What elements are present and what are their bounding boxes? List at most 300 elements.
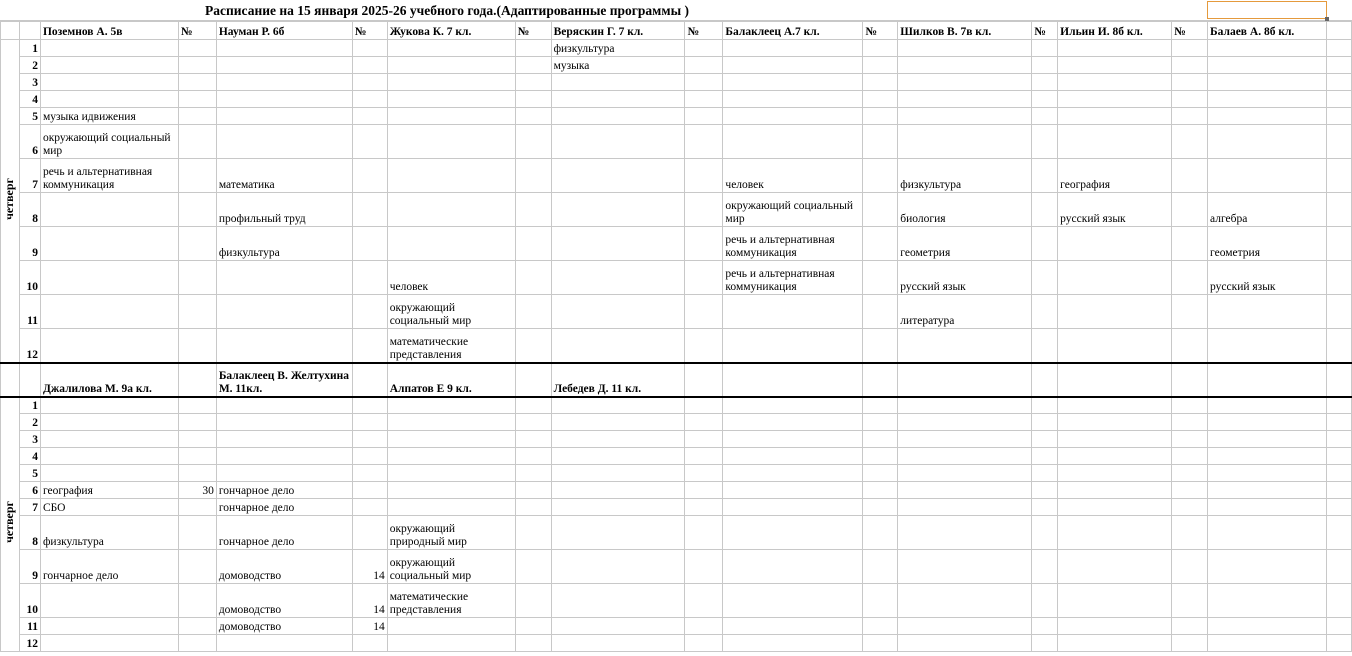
subject-cell[interactable] — [551, 108, 685, 125]
subject-cell[interactable] — [387, 465, 515, 482]
room-cell[interactable] — [515, 618, 551, 635]
room-cell[interactable] — [863, 516, 898, 550]
subject-cell[interactable] — [1058, 397, 1172, 414]
subject-cell[interactable] — [387, 74, 515, 91]
subject-cell[interactable] — [723, 516, 863, 550]
subject-cell[interactable] — [1208, 414, 1327, 431]
subject-cell[interactable] — [1058, 227, 1172, 261]
room-cell[interactable] — [178, 227, 216, 261]
room-cell[interactable] — [1032, 635, 1058, 652]
subject-cell[interactable] — [1058, 40, 1172, 57]
subject-cell[interactable] — [551, 635, 685, 652]
subject-cell[interactable] — [723, 108, 863, 125]
subject-cell[interactable] — [898, 40, 1032, 57]
subject-cell[interactable] — [1058, 295, 1172, 329]
room-cell[interactable] — [1032, 57, 1058, 74]
room-cell[interactable] — [863, 125, 898, 159]
subject-cell[interactable] — [723, 499, 863, 516]
subject-cell[interactable]: математические представления — [387, 584, 515, 618]
room-cell[interactable] — [352, 499, 387, 516]
room-cell[interactable] — [515, 550, 551, 584]
room-cell[interactable] — [863, 584, 898, 618]
room-cell[interactable] — [685, 57, 723, 74]
room-cell[interactable] — [863, 74, 898, 91]
subject-cell[interactable] — [40, 431, 178, 448]
subject-cell[interactable] — [1058, 499, 1172, 516]
subject-cell[interactable]: русский язык — [898, 261, 1032, 295]
room-cell[interactable] — [1172, 482, 1208, 499]
subject-cell[interactable] — [551, 261, 685, 295]
room-cell[interactable] — [685, 499, 723, 516]
room-cell[interactable] — [178, 57, 216, 74]
room-cell[interactable] — [352, 108, 387, 125]
empty-cell[interactable] — [1326, 635, 1351, 652]
empty-cell[interactable] — [1326, 227, 1351, 261]
subject-cell[interactable] — [1208, 499, 1327, 516]
subject-cell[interactable] — [551, 618, 685, 635]
subject-cell[interactable] — [898, 125, 1032, 159]
subject-cell[interactable] — [216, 108, 352, 125]
subject-cell[interactable] — [723, 74, 863, 91]
subject-cell[interactable] — [40, 261, 178, 295]
room-cell[interactable] — [515, 227, 551, 261]
subject-cell[interactable] — [216, 329, 352, 363]
subject-cell[interactable] — [1058, 125, 1172, 159]
empty-cell[interactable] — [1326, 74, 1351, 91]
subject-cell[interactable] — [551, 499, 685, 516]
room-cell[interactable] — [685, 397, 723, 414]
subject-cell[interactable] — [216, 414, 352, 431]
room-cell[interactable] — [685, 108, 723, 125]
subject-cell[interactable] — [387, 482, 515, 499]
room-cell[interactable] — [863, 159, 898, 193]
subject-cell[interactable] — [40, 91, 178, 108]
subject-cell[interactable] — [387, 414, 515, 431]
room-cell[interactable]: 14 — [352, 550, 387, 584]
room-cell[interactable] — [1032, 431, 1058, 448]
subject-cell[interactable] — [40, 635, 178, 652]
empty-cell[interactable] — [1326, 57, 1351, 74]
room-cell[interactable] — [515, 108, 551, 125]
room-cell[interactable] — [1172, 125, 1208, 159]
room-cell[interactable] — [352, 159, 387, 193]
subject-cell[interactable] — [1208, 397, 1327, 414]
subject-cell[interactable] — [551, 482, 685, 499]
empty-cell[interactable] — [1326, 91, 1351, 108]
subject-cell[interactable] — [40, 397, 178, 414]
subject-cell[interactable] — [387, 159, 515, 193]
room-cell[interactable] — [685, 482, 723, 499]
subject-cell[interactable] — [216, 635, 352, 652]
subject-cell[interactable] — [723, 482, 863, 499]
subject-cell[interactable] — [1058, 516, 1172, 550]
subject-cell[interactable] — [551, 329, 685, 363]
room-cell[interactable] — [685, 516, 723, 550]
room-cell[interactable] — [685, 550, 723, 584]
room-cell[interactable] — [352, 482, 387, 499]
subject-cell[interactable] — [1208, 465, 1327, 482]
room-cell[interactable] — [1172, 108, 1208, 125]
room-cell[interactable] — [352, 125, 387, 159]
subject-cell[interactable] — [1058, 329, 1172, 363]
room-cell[interactable] — [1032, 397, 1058, 414]
room-cell[interactable] — [685, 193, 723, 227]
room-cell[interactable] — [178, 448, 216, 465]
room-cell[interactable] — [863, 414, 898, 431]
room-cell[interactable] — [863, 57, 898, 74]
subject-cell[interactable] — [216, 448, 352, 465]
room-cell[interactable] — [178, 635, 216, 652]
room-cell[interactable] — [685, 40, 723, 57]
room-cell[interactable] — [178, 618, 216, 635]
room-cell[interactable] — [1032, 227, 1058, 261]
subject-cell[interactable] — [898, 91, 1032, 108]
subject-cell[interactable] — [216, 431, 352, 448]
room-cell[interactable] — [685, 295, 723, 329]
room-cell[interactable] — [178, 159, 216, 193]
room-cell[interactable] — [352, 40, 387, 57]
subject-cell[interactable] — [551, 550, 685, 584]
room-cell[interactable] — [1032, 482, 1058, 499]
subject-cell[interactable] — [387, 618, 515, 635]
subject-cell[interactable] — [1208, 74, 1327, 91]
number-column-header[interactable] — [863, 363, 898, 397]
student-header[interactable] — [898, 363, 1032, 397]
subject-cell[interactable] — [40, 465, 178, 482]
empty-cell[interactable] — [1326, 465, 1351, 482]
number-column-header[interactable] — [1172, 363, 1208, 397]
subject-cell[interactable] — [723, 91, 863, 108]
empty-cell[interactable] — [1326, 414, 1351, 431]
room-cell[interactable] — [1032, 108, 1058, 125]
subject-cell[interactable] — [1058, 482, 1172, 499]
room-cell[interactable] — [178, 193, 216, 227]
room-cell[interactable] — [352, 431, 387, 448]
empty-cell[interactable] — [1326, 448, 1351, 465]
room-cell[interactable] — [863, 618, 898, 635]
room-cell[interactable] — [1172, 584, 1208, 618]
subject-cell[interactable] — [898, 57, 1032, 74]
number-column-header[interactable] — [1032, 363, 1058, 397]
student-header[interactable]: Джалилова М. 9а кл. — [40, 363, 178, 397]
room-cell[interactable] — [863, 482, 898, 499]
subject-cell[interactable] — [1058, 635, 1172, 652]
subject-cell[interactable] — [723, 431, 863, 448]
room-cell[interactable] — [1172, 329, 1208, 363]
subject-cell[interactable] — [387, 91, 515, 108]
room-cell[interactable] — [1032, 516, 1058, 550]
subject-cell[interactable] — [40, 40, 178, 57]
room-cell[interactable] — [863, 108, 898, 125]
subject-cell[interactable] — [1058, 91, 1172, 108]
student-header[interactable]: Шилков В. 7в кл. — [898, 22, 1032, 40]
subject-cell[interactable] — [551, 91, 685, 108]
room-cell[interactable] — [1032, 193, 1058, 227]
number-column-header[interactable]: № — [863, 22, 898, 40]
room-cell[interactable] — [352, 57, 387, 74]
room-cell[interactable] — [515, 465, 551, 482]
subject-cell[interactable] — [1058, 74, 1172, 91]
subject-cell[interactable]: физкультура — [40, 516, 178, 550]
room-cell[interactable] — [1032, 414, 1058, 431]
subject-cell[interactable] — [1058, 465, 1172, 482]
subject-cell[interactable] — [723, 414, 863, 431]
subject-cell[interactable]: домоводство — [216, 618, 352, 635]
subject-cell[interactable] — [216, 397, 352, 414]
room-cell[interactable] — [515, 91, 551, 108]
student-header[interactable]: Жукова К. 7 кл. — [387, 22, 515, 40]
room-cell[interactable] — [685, 227, 723, 261]
subject-cell[interactable] — [1208, 159, 1327, 193]
room-cell[interactable] — [685, 414, 723, 431]
room-cell[interactable] — [1172, 57, 1208, 74]
subject-cell[interactable]: окружающий социальный мир — [723, 193, 863, 227]
subject-cell[interactable] — [387, 108, 515, 125]
room-cell[interactable] — [1172, 414, 1208, 431]
room-cell[interactable] — [178, 431, 216, 448]
subject-cell[interactable] — [40, 227, 178, 261]
room-cell[interactable] — [1032, 329, 1058, 363]
room-cell[interactable] — [1032, 74, 1058, 91]
room-cell[interactable] — [515, 448, 551, 465]
subject-cell[interactable] — [216, 261, 352, 295]
subject-cell[interactable]: география — [40, 482, 178, 499]
subject-cell[interactable]: окружающий социальный мир — [40, 125, 178, 159]
subject-cell[interactable] — [551, 584, 685, 618]
subject-cell[interactable] — [898, 448, 1032, 465]
number-column-header[interactable] — [685, 363, 723, 397]
subject-cell[interactable]: музыка — [551, 57, 685, 74]
subject-cell[interactable] — [723, 329, 863, 363]
number-column-header[interactable] — [515, 363, 551, 397]
number-column-header[interactable]: № — [685, 22, 723, 40]
subject-cell[interactable]: биология — [898, 193, 1032, 227]
room-cell[interactable] — [515, 397, 551, 414]
empty-cell[interactable] — [1326, 125, 1351, 159]
room-cell[interactable] — [515, 57, 551, 74]
subject-cell[interactable] — [1058, 57, 1172, 74]
room-cell[interactable] — [685, 431, 723, 448]
room-cell[interactable] — [178, 499, 216, 516]
room-cell[interactable] — [685, 448, 723, 465]
room-cell[interactable]: 14 — [352, 584, 387, 618]
subject-cell[interactable]: музыка идвижения — [40, 108, 178, 125]
room-cell[interactable] — [1172, 159, 1208, 193]
subject-cell[interactable] — [551, 397, 685, 414]
room-cell[interactable] — [1032, 618, 1058, 635]
room-cell[interactable] — [863, 448, 898, 465]
room-cell[interactable] — [685, 261, 723, 295]
subject-cell[interactable] — [898, 499, 1032, 516]
subject-cell[interactable] — [387, 40, 515, 57]
room-cell[interactable] — [178, 261, 216, 295]
subject-cell[interactable] — [387, 227, 515, 261]
subject-cell[interactable] — [551, 159, 685, 193]
subject-cell[interactable] — [387, 125, 515, 159]
room-cell[interactable] — [1032, 40, 1058, 57]
subject-cell[interactable]: литература — [898, 295, 1032, 329]
room-cell[interactable] — [352, 227, 387, 261]
room-cell[interactable] — [352, 414, 387, 431]
student-header[interactable]: Ильин И. 8б кл. — [1058, 22, 1172, 40]
empty-cell[interactable] — [1326, 40, 1351, 57]
room-cell[interactable] — [863, 40, 898, 57]
subject-cell[interactable]: география — [1058, 159, 1172, 193]
subject-cell[interactable] — [387, 193, 515, 227]
subject-cell[interactable] — [40, 74, 178, 91]
student-header[interactable] — [1058, 363, 1172, 397]
subject-cell[interactable] — [723, 125, 863, 159]
room-cell[interactable] — [685, 618, 723, 635]
subject-cell[interactable] — [1208, 431, 1327, 448]
empty-cell[interactable] — [1326, 618, 1351, 635]
student-header[interactable]: Поземнов А. 5в — [40, 22, 178, 40]
subject-cell[interactable] — [216, 125, 352, 159]
subject-cell[interactable] — [1208, 57, 1327, 74]
subject-cell[interactable] — [898, 635, 1032, 652]
room-cell[interactable] — [352, 516, 387, 550]
room-cell[interactable] — [685, 635, 723, 652]
room-cell[interactable] — [352, 295, 387, 329]
subject-cell[interactable]: математические представления — [387, 329, 515, 363]
room-cell[interactable] — [515, 329, 551, 363]
subject-cell[interactable]: физкультура — [551, 40, 685, 57]
subject-cell[interactable] — [1208, 516, 1327, 550]
subject-cell[interactable]: русский язык — [1208, 261, 1327, 295]
subject-cell[interactable] — [1208, 329, 1327, 363]
subject-cell[interactable]: человек — [387, 261, 515, 295]
room-cell[interactable] — [178, 329, 216, 363]
subject-cell[interactable] — [216, 74, 352, 91]
room-cell[interactable] — [515, 516, 551, 550]
room-cell[interactable] — [515, 40, 551, 57]
room-cell[interactable] — [1172, 618, 1208, 635]
subject-cell[interactable] — [40, 329, 178, 363]
empty-cell[interactable] — [1326, 159, 1351, 193]
room-cell[interactable] — [352, 329, 387, 363]
subject-cell[interactable] — [1208, 91, 1327, 108]
room-cell[interactable] — [178, 91, 216, 108]
subject-cell[interactable] — [898, 329, 1032, 363]
room-cell[interactable] — [863, 499, 898, 516]
subject-cell[interactable] — [387, 431, 515, 448]
subject-cell[interactable] — [898, 618, 1032, 635]
room-cell[interactable] — [1172, 635, 1208, 652]
subject-cell[interactable] — [387, 499, 515, 516]
subject-cell[interactable] — [898, 550, 1032, 584]
subject-cell[interactable] — [1058, 584, 1172, 618]
subject-cell[interactable]: гончарное дело — [216, 516, 352, 550]
room-cell[interactable] — [1032, 584, 1058, 618]
room-cell[interactable] — [1172, 74, 1208, 91]
subject-cell[interactable] — [216, 91, 352, 108]
room-cell[interactable] — [178, 550, 216, 584]
student-header[interactable] — [1208, 363, 1327, 397]
subject-cell[interactable] — [723, 618, 863, 635]
room-cell[interactable] — [352, 635, 387, 652]
subject-cell[interactable] — [551, 414, 685, 431]
room-cell[interactable] — [863, 550, 898, 584]
subject-cell[interactable] — [216, 295, 352, 329]
room-cell[interactable] — [178, 584, 216, 618]
subject-cell[interactable]: русский язык — [1058, 193, 1172, 227]
subject-cell[interactable] — [898, 74, 1032, 91]
room-cell[interactable] — [352, 193, 387, 227]
subject-cell[interactable] — [216, 40, 352, 57]
subject-cell[interactable]: домоводство — [216, 550, 352, 584]
room-cell[interactable] — [1172, 261, 1208, 295]
subject-cell[interactable] — [723, 550, 863, 584]
room-cell[interactable] — [352, 448, 387, 465]
number-column-header[interactable]: № — [1172, 22, 1208, 40]
empty-cell[interactable] — [1326, 329, 1351, 363]
room-cell[interactable] — [1032, 550, 1058, 584]
subject-cell[interactable] — [40, 618, 178, 635]
room-cell[interactable] — [1172, 465, 1208, 482]
subject-cell[interactable] — [387, 448, 515, 465]
room-cell[interactable] — [515, 499, 551, 516]
room-cell[interactable] — [178, 414, 216, 431]
room-cell[interactable] — [685, 159, 723, 193]
subject-cell[interactable]: гончарное дело — [216, 499, 352, 516]
room-cell[interactable] — [863, 397, 898, 414]
room-cell[interactable] — [515, 159, 551, 193]
room-cell[interactable] — [863, 635, 898, 652]
room-cell[interactable] — [863, 465, 898, 482]
subject-cell[interactable] — [898, 108, 1032, 125]
room-cell[interactable] — [515, 584, 551, 618]
student-header[interactable]: Веряскин Г. 7 кл. — [551, 22, 685, 40]
room-cell[interactable] — [352, 465, 387, 482]
room-cell[interactable] — [1172, 397, 1208, 414]
room-cell[interactable] — [1172, 516, 1208, 550]
empty-cell[interactable] — [1326, 431, 1351, 448]
room-cell[interactable]: 14 — [352, 618, 387, 635]
room-cell[interactable] — [863, 193, 898, 227]
room-cell[interactable] — [863, 329, 898, 363]
subject-cell[interactable]: СБО — [40, 499, 178, 516]
room-cell[interactable] — [685, 91, 723, 108]
number-column-header[interactable]: № — [515, 22, 551, 40]
subject-cell[interactable] — [216, 57, 352, 74]
subject-cell[interactable] — [551, 295, 685, 329]
subject-cell[interactable] — [723, 465, 863, 482]
subject-cell[interactable] — [1208, 635, 1327, 652]
room-cell[interactable] — [1172, 448, 1208, 465]
subject-cell[interactable] — [551, 74, 685, 91]
number-column-header[interactable]: № — [178, 22, 216, 40]
room-cell[interactable] — [178, 295, 216, 329]
subject-cell[interactable] — [1208, 550, 1327, 584]
student-header[interactable]: Балаклеец В. Желтухина М. 11кл. — [216, 363, 352, 397]
subject-cell[interactable]: домоводство — [216, 584, 352, 618]
room-cell[interactable] — [1172, 295, 1208, 329]
subject-cell[interactable] — [898, 414, 1032, 431]
subject-cell[interactable] — [1208, 618, 1327, 635]
room-cell[interactable]: 30 — [178, 482, 216, 499]
subject-cell[interactable] — [898, 482, 1032, 499]
selected-cell[interactable] — [1207, 1, 1327, 19]
subject-cell[interactable]: гончарное дело — [40, 550, 178, 584]
room-cell[interactable] — [1032, 295, 1058, 329]
room-cell[interactable] — [863, 227, 898, 261]
empty-cell[interactable] — [1326, 482, 1351, 499]
subject-cell[interactable] — [1208, 448, 1327, 465]
student-header[interactable]: Лебедев Д. 11 кл. — [551, 363, 685, 397]
subject-cell[interactable] — [387, 635, 515, 652]
subject-cell[interactable]: геометрия — [898, 227, 1032, 261]
room-cell[interactable] — [685, 329, 723, 363]
